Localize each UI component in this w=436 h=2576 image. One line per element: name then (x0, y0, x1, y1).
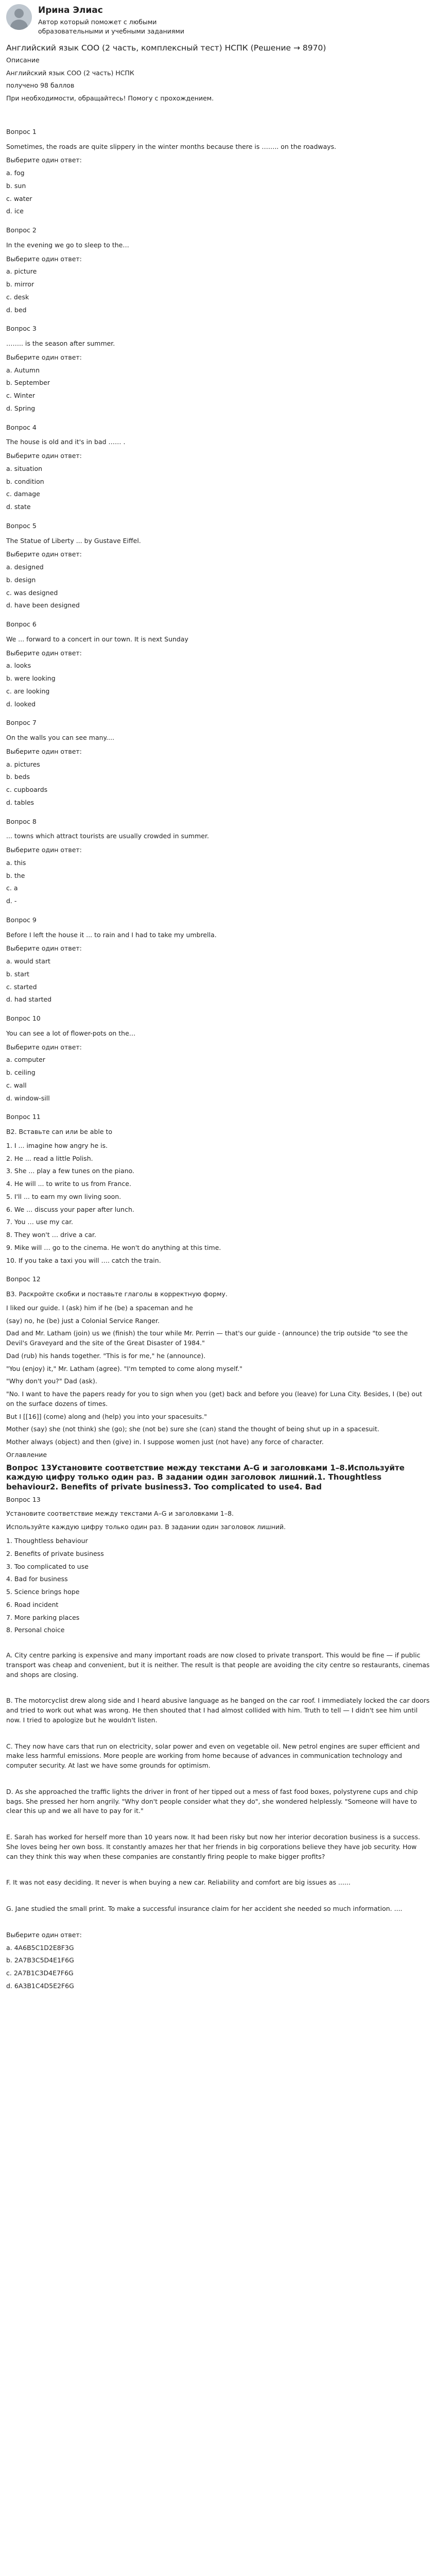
question-number: Вопрос 3 (6, 325, 37, 333)
exercise-line: I liked our guide. I (ask) him if he (be) a spaceman and he (6, 1303, 193, 1312)
text-paragraph: G. Jane studied the small print. To make a successful insurance claim for her accident she needed so much information. .... (6, 1905, 403, 1913)
exercise-line: 1. I ... imagine how angry he is. (6, 1141, 108, 1149)
question-text: The house is old and it's in bad …… . (6, 438, 126, 446)
answer-option[interactable]: b. condition (6, 477, 44, 485)
question-text: ... towns which attract tourists are usually crowded in summer. (6, 832, 209, 840)
answer-option[interactable]: b. 2A7B3C5D4E1F6G (6, 1956, 74, 1964)
answer-option[interactable]: c. desk (6, 293, 29, 301)
question-lines (6, 1303, 430, 1447)
description-label: Описание (6, 56, 40, 64)
answer-option[interactable]: a. this (6, 858, 26, 867)
answer-option[interactable]: d. ice (6, 207, 24, 215)
paragraph-gap (6, 1918, 430, 1930)
question-text: On the walls you can see many.... (6, 734, 115, 742)
question-9 (6, 916, 430, 1005)
question-number: Вопрос 6 (6, 620, 37, 629)
question-number: Вопрос 13 (6, 1495, 41, 1503)
exercise-line: 6. We ... discuss your paper after lunch. (6, 1205, 134, 1213)
question-text: …….. is the season after summer. (6, 340, 115, 348)
heading-item: 7. More parking places (6, 1613, 80, 1621)
exercise-line: "No. I want to have the papers ready for you to sign when you (get) back and before you (leave) for Luna City. Besides, I (be) out on the surface dozens of times. (6, 1390, 423, 1408)
paragraph-gap (6, 1730, 430, 1742)
text-paragraph: B. The motorcyclist drew along side and I heard abusive language as he banged on the car roof. I immediately locked the car doors and tried to work out what was wrong. He then shouted that I had almost collided with him. Truth to tell — I didn't see him until now. I tried to apologize but he wouldn't listen. (6, 1697, 430, 1724)
answer-option[interactable]: b. design (6, 575, 36, 584)
help-note: При необходимости, обращайтесь! Помогу с прохождением. (6, 94, 214, 103)
text-paragraph: E. Sarah has worked for herself more than 10 years now. It had been risky but now her interior decoration business is a success. She loves being her own boss. It constantly amazes her that her friends in big corporations believe they have job security. How can they think this way when these companies are constantly firing people to make bigger profits? (6, 1833, 421, 1860)
question-task: B2. Вставьте can или be able to (6, 1128, 113, 1136)
answer-option[interactable]: c. 2A7B1C3D4E7F6G (6, 1969, 74, 1977)
answer-option[interactable]: a. 4A6B5C1D2E8F3G (6, 1943, 74, 1952)
questions-list (6, 127, 430, 1104)
answer-option[interactable]: d. 6A3B1C4D5E2F6G (6, 1981, 74, 1990)
question-2 (6, 226, 430, 315)
answer-option[interactable]: b. start (6, 970, 29, 978)
text-paragraph: D. As she approached the traffic lights the driver in front of her tipped out a mess of fast food boxes, polystyrene cups and chip bags. She pressed her horn angrily. "Why don't people consider what they do", she wondered helplessly. "Someone will have to clear this up and we all have to pay for it." (6, 1787, 418, 1815)
question-task: B3. Раскройте скобки и поставьте глаголы в корректную форму. (6, 1290, 228, 1298)
answer-option[interactable]: d. - (6, 897, 17, 905)
question-lines (6, 1141, 430, 1266)
avatar[interactable] (6, 4, 32, 30)
text-paragraph: A. City centre parking is expensive and many important roads are now closed to private transport. This would be fine — if public transport was cheap and convenient, but it is neither. The result is that people are avoiding the city centre so restaurants, cinemas and shops are closing. (6, 1651, 430, 1679)
question-number: Вопрос 8 (6, 817, 37, 825)
answer-option[interactable]: d. tables (6, 798, 34, 806)
question-task-note: Используйте каждую цифру только один раз. В задании один заголовок лишний. (6, 1523, 286, 1531)
answer-option[interactable]: d. Spring (6, 404, 36, 412)
answer-hint: Выберите один ответ: (6, 452, 82, 460)
question-12 (6, 1275, 430, 1460)
answer-option[interactable]: a. looks (6, 662, 31, 670)
exercise-line: 4. He will ... to write to us from France. (6, 1180, 131, 1188)
answer-hint: Выберите один ответ: (6, 156, 82, 164)
paragraph-gap (6, 1866, 430, 1878)
answer-option[interactable]: a. situation (6, 464, 43, 472)
question-number: Вопрос 10 (6, 1014, 41, 1023)
exercise-line: But I [[16]] (come) along and (help) you into your spacesuits." (6, 1412, 207, 1420)
heading-item: 4. Bad for business (6, 1575, 68, 1583)
answer-hint: Выберите один ответ: (6, 747, 82, 755)
question-task: Установите соответствие между текстами A–G и заголовками 1–8. (6, 1509, 234, 1517)
question-3 (6, 324, 430, 413)
question-7 (6, 718, 430, 807)
question-text: Before I left the house it ... to rain and I had to take my umbrella. (6, 930, 217, 939)
heading-item: 1. Thoughtless behaviour (6, 1537, 88, 1545)
question-4 (6, 423, 430, 512)
answer-option[interactable]: d. bed (6, 306, 27, 314)
heading-item: 2. Benefits of private business (6, 1549, 104, 1557)
exercise-line: Dad and Mr. Latham (join) us we (finish) the tour while Mr. Perrin — that's our guide - (announce) the trip outside "to see the Devil's Graveyard and the site of the Great Disaster of 1984." (6, 1329, 408, 1347)
exercise-line: 7. You … use my car. (6, 1218, 74, 1226)
answer-option[interactable]: b. mirror (6, 280, 34, 289)
question-text: We ... forward to a concert in our town. It is next Sunday (6, 635, 188, 643)
exercise-line: 2. He ... read a little Polish. (6, 1154, 93, 1162)
answer-option[interactable]: a. would start (6, 957, 50, 965)
question-5 (6, 521, 430, 611)
author-description: Автор который поможет с любыми образовательными и учебными заданиями (38, 18, 184, 35)
question-number: Вопрос 1 (6, 127, 37, 135)
text-paragraph: F. It was not easy deciding. It never is when buying a new car. Reliability and comfort are big issues as ...... (6, 1878, 351, 1887)
avatar-head-shape (14, 9, 24, 18)
answer-option[interactable]: b. the (6, 871, 25, 879)
answer-option[interactable]: d. state (6, 503, 31, 511)
score-text: получено 98 баллов (6, 81, 75, 90)
paragraph-gap (6, 1775, 430, 1787)
answer-hint: Выберите один ответ: (6, 255, 82, 263)
answer-option[interactable]: c. Winter (6, 392, 36, 400)
answer-option[interactable]: b. ceiling (6, 1069, 36, 1077)
heading-item: 5. Science brings hope (6, 1588, 80, 1596)
answer-option[interactable]: b. beds (6, 773, 30, 781)
question-number: Вопрос 7 (6, 719, 37, 727)
answer-option[interactable]: c. cupboards (6, 786, 48, 794)
answer-option[interactable]: d. had started (6, 995, 52, 1004)
question-text: The Statue of Liberty ... by Gustave Eiffel. (6, 536, 141, 545)
answer-option[interactable]: a. Autumn (6, 366, 40, 374)
description-text: Английский язык СОО (2 часть) НСПК (6, 69, 134, 77)
question-text: Sometimes, the roads are quite slippery in the winter months because there is …….. on the roadways. (6, 142, 337, 150)
question-text: In the evening we go to sleep to the… (6, 241, 129, 249)
answer-option[interactable]: a. computer (6, 1056, 45, 1064)
question-text: You can see a lot of flower-pots on the… (6, 1029, 136, 1037)
question-number: Вопрос 11 (6, 1113, 41, 1121)
question-13-heading: Вопрос 13Установите соответствие между текстами A–G и заголовками 1–8.Используйте каждую цифру только один раз. В задании один заголовок лишний.1. Thoughtless behaviour2. Benefits of private business3. Too complicated to use4. Bad (6, 1463, 405, 1492)
text-paragraph: C. They now have cars that run on electricity, solar power and even on vegetable oil. New petrol engines are super efficient and make less harmful emissions. More people are working from home because of advances in communication technology and computer security. At last we have some grounds for optimism. (6, 1742, 420, 1770)
answer-option[interactable]: c. started (6, 982, 37, 991)
answer-option[interactable]: c. was designed (6, 588, 58, 597)
toc-label[interactable]: Оглавление (6, 1450, 47, 1459)
question-11 (6, 1112, 430, 1265)
author-info (38, 4, 198, 36)
question-number: Вопрос 12 (6, 1275, 41, 1283)
exercise-line: Mother always (object) and then (give) in. I suppose women just (not have) any force of character. (6, 1438, 324, 1446)
author-name[interactable]: Ирина Элиас (38, 5, 103, 15)
heading-item: 3. Too complicated to use (6, 1562, 89, 1570)
answer-option[interactable]: b. sun (6, 181, 26, 190)
answer-option[interactable]: a. pictures (6, 760, 40, 768)
answer-hint: Выберите один ответ: (6, 846, 82, 854)
exercise-line: 10. If you take a taxi you will …. catch the train. (6, 1256, 161, 1264)
answer-option[interactable]: d. looked (6, 700, 36, 708)
question-number: Вопрос 5 (6, 521, 37, 530)
answer-option[interactable]: c. damage (6, 490, 40, 498)
answer-option[interactable]: a. fog (6, 169, 25, 177)
exercise-line: Dad (rub) his hands together. "This is for me," he (announce). (6, 1351, 206, 1360)
options-list (6, 1943, 430, 1991)
paragraph-gap (6, 1892, 430, 1904)
question-number: Вопрос 9 (6, 916, 37, 924)
answer-option[interactable]: a. picture (6, 267, 37, 276)
exercise-line: "Why don't you?" Dad (ask). (6, 1377, 97, 1385)
answer-option[interactable]: c. wall (6, 1081, 27, 1089)
answer-option[interactable]: c. are looking (6, 687, 50, 695)
question-number: Вопрос 2 (6, 226, 37, 234)
exercise-line: 9. Mike will … go to the cinema. He won't do anything at this time. (6, 1243, 221, 1251)
answer-hint: Выберите один ответ: (6, 944, 82, 953)
exercise-line: 8. They won't … drive a car. (6, 1231, 96, 1239)
exercise-line: 3. She ... play a few tunes on the piano. (6, 1167, 135, 1175)
exercise-line: (say) no, he (be) just a Colonial Service Ranger. (6, 1316, 160, 1325)
answer-hint: Выберите один ответ: (6, 649, 82, 657)
question-6 (6, 620, 430, 709)
heading-item: 8. Personal choice (6, 1626, 65, 1634)
heading-item: 6. Road incident (6, 1600, 59, 1608)
answer-option[interactable]: d. have been designed (6, 601, 80, 609)
answer-option[interactable]: d. window-sill (6, 1094, 50, 1102)
answer-hint: Выберите один ответ: (6, 1930, 82, 1939)
exercise-line: 5. I'll ... to earn my own living soon. (6, 1192, 121, 1200)
document-title: Английский язык СОО (2 часть, комплексный тест) НСПК (Решение → 8970) (6, 43, 326, 53)
answer-hint: Выберите один ответ: (6, 1043, 82, 1051)
headings-list (6, 1536, 430, 1635)
answer-option[interactable]: c. water (6, 194, 32, 202)
answer-hint: Выберите один ответ: (6, 550, 82, 558)
answer-hint: Выберите один ответ: (6, 353, 82, 361)
question-number: Вопрос 4 (6, 423, 37, 431)
exercise-line: "You (enjoy) it," Mr. Latham (agree). "I'm tempted to come along myself." (6, 1364, 242, 1372)
texts-list (6, 1651, 430, 1930)
answer-option[interactable]: b. September (6, 379, 50, 387)
author-card (6, 4, 430, 36)
answer-option[interactable]: b. were looking (6, 674, 56, 683)
question-1 (6, 127, 430, 216)
question-13 (6, 1463, 430, 1991)
question-8 (6, 817, 430, 906)
answer-option[interactable]: c. a (6, 884, 18, 892)
question-10 (6, 1014, 430, 1103)
paragraph-gap (6, 1684, 430, 1696)
answer-option[interactable]: a. designed (6, 563, 44, 571)
paragraph-gap (6, 1820, 430, 1833)
avatar-body-shape (10, 20, 28, 30)
exercise-line: Mother (say) she (not think) she (go); she (not be) sure she (can) stand the thought of being shut up in a spacesuit. (6, 1425, 379, 1433)
